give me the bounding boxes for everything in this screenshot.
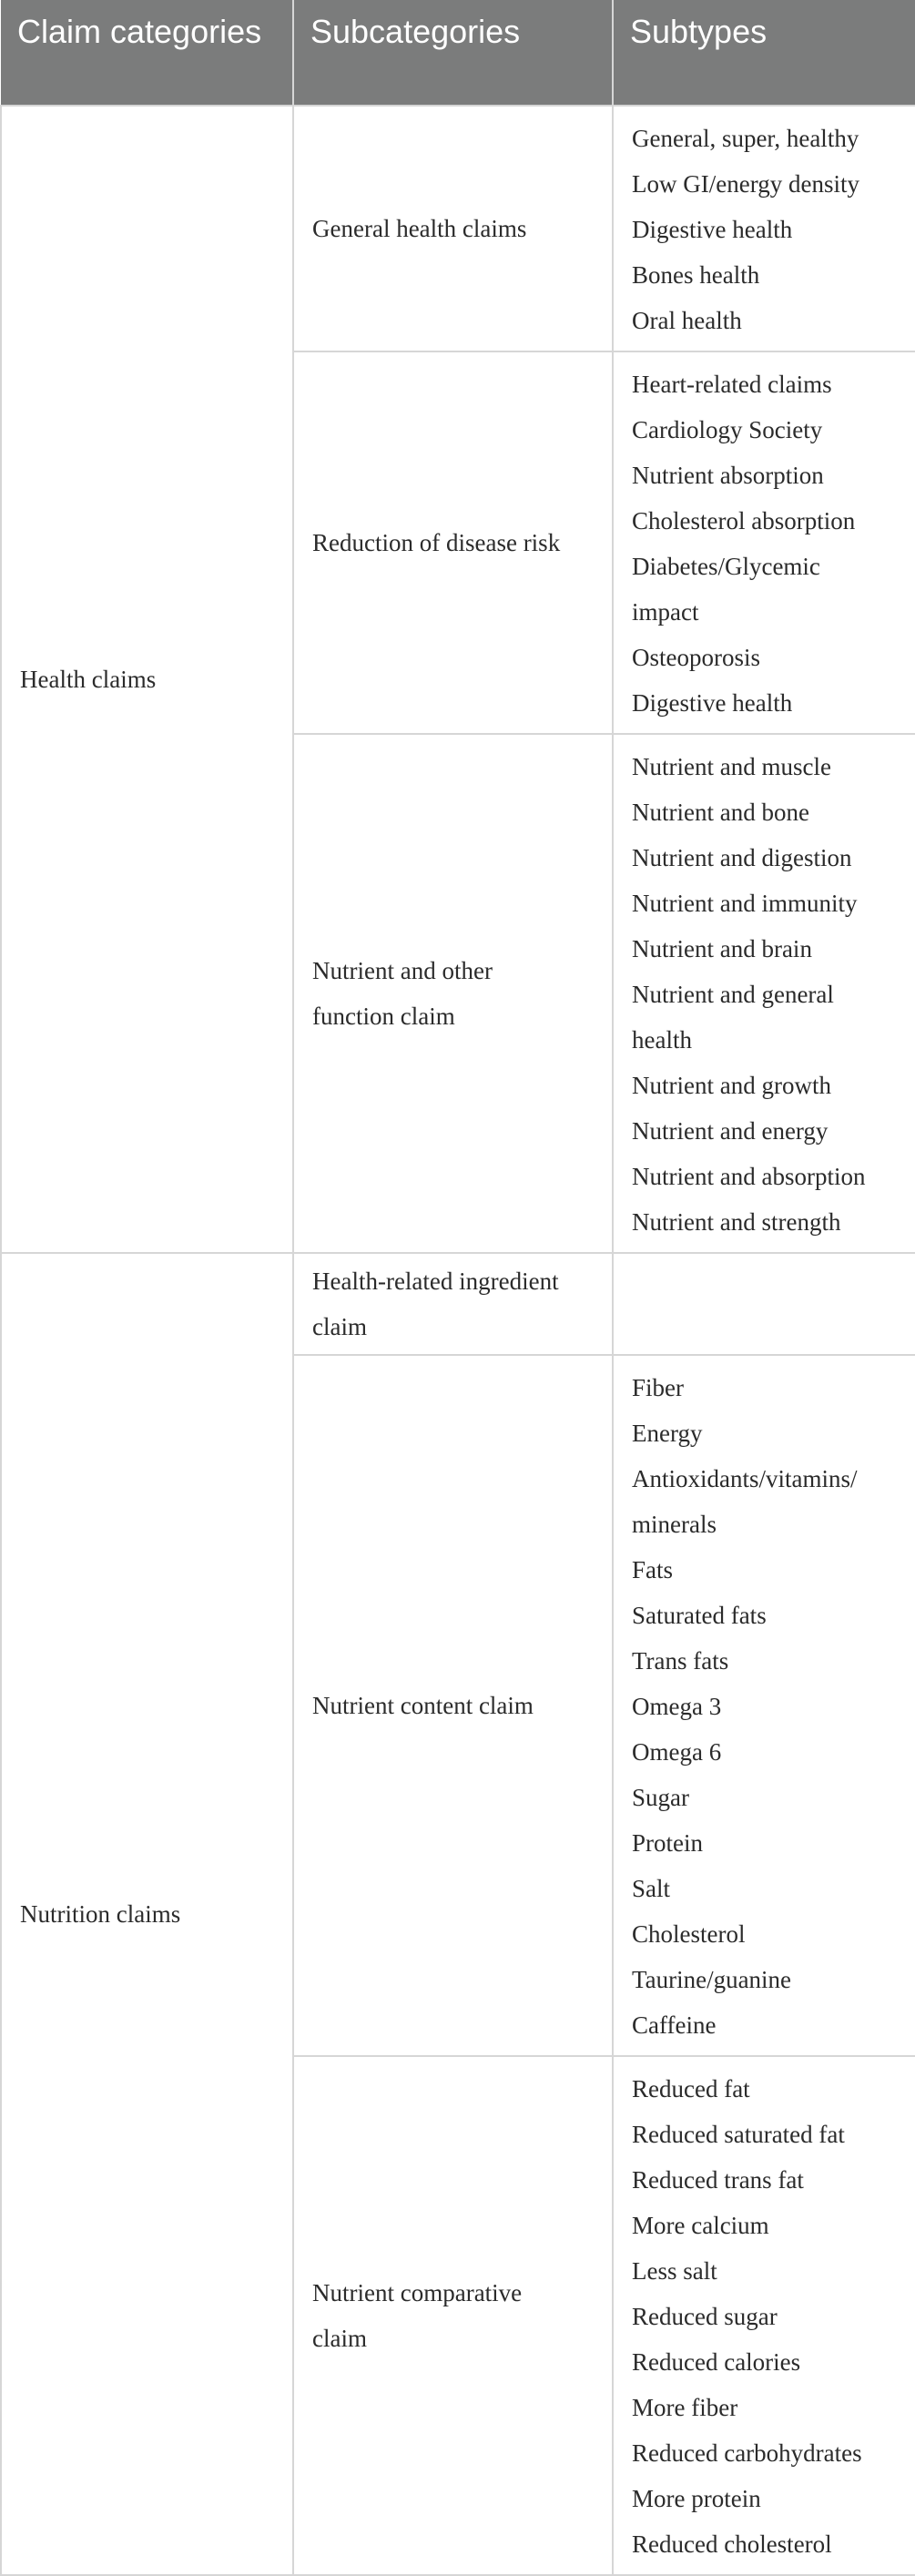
subtype-item: Trans fats [632,1647,729,1675]
subtype-item: Nutrient and bone [632,799,809,826]
subtype-item: Reduced cholesterol [632,2530,832,2558]
subtypes-nutrient-comparative [613,2056,915,2575]
subtype-item: Nutrient and general [632,981,834,1008]
subcategory-disease-risk: Reduction of disease risk [293,351,613,734]
subtype-item: More calcium [632,2212,769,2239]
header-subcategories: Subcategories [293,0,613,106]
subcategory-general-health: General health claims [293,106,613,351]
subtype-item: Nutrient and brain [632,935,812,962]
subtype-item: Fiber [632,1374,684,1401]
subcategory-label-line: Health-related ingredient [312,1268,559,1295]
header-row [1,0,915,106]
subtypes-general-health [613,106,915,351]
subtypes-disease-risk [613,351,915,734]
table-row [1,1253,915,1355]
subcategory-label-line: Nutrient and other [312,957,493,984]
subtype-item: Osteoporosis [632,644,760,671]
category-health-claims: Health claims [1,106,293,1253]
subtype-item: Reduced fat [632,2075,750,2103]
subtype-item: Reduced trans fat [632,2166,804,2194]
subtype-item: Fats [632,1556,674,1583]
subtypes-nutrient-function [613,734,915,1253]
subtype-item: Nutrient absorption [632,462,824,489]
subtype-item: Oral health [632,307,742,334]
subtype-item: Energy [632,1420,703,1447]
subcategory-label-line: function claim [312,1003,455,1030]
subtype-item: Nutrient and muscle [632,753,831,780]
subtype-item: Less salt [632,2257,717,2285]
subtype-item: Nutrient and energy [632,1117,829,1145]
header-claim-categories: Claim categories [1,0,293,106]
category-nutrition-claims: Nutrition claims [1,1253,293,2575]
subtype-item: Taurine/guanine [632,1966,792,1993]
subtype-item: Nutrient and absorption [632,1163,866,1190]
subtype-item: Nutrient and strength [632,1208,841,1236]
subcategory-label-line: claim [312,1313,367,1340]
subtype-item: Caffeine [632,2011,717,2039]
header-subtypes: Subtypes [613,0,915,106]
subcategory-nutrient-comparative [293,2056,613,2575]
subtype-item: Digestive health [632,216,793,243]
subtype-item: General, super, healthy [632,125,859,152]
subtype-item: Saturated fats [632,1602,767,1629]
subcategory-label-line: claim [312,2325,367,2352]
subtype-item: impact [632,598,699,626]
subtype-item: Protein [632,1829,703,1857]
subtype-item: Cardiology Society [632,416,823,443]
subtype-item: Cholesterol [632,1920,746,1948]
subtype-item: More fiber [632,2394,738,2421]
subtypes-nutrient-content [613,1355,915,2056]
subtype-item: Reduced saturated fat [632,2121,845,2148]
subtypes-ingredient-claim-empty [613,1253,915,1355]
subtype-item: Omega 3 [632,1693,722,1720]
subtype-item: More protein [632,2485,761,2512]
subtype-item: Reduced sugar [632,2303,778,2330]
subtype-item: Nutrient and immunity [632,890,858,917]
subtype-item: Salt [632,1875,671,1902]
subtype-item: Heart-related claims [632,371,832,398]
subcategory-label-line: Nutrient comparative [312,2279,523,2306]
subtype-item: Bones health [632,261,760,289]
subtype-item: Digestive health [632,689,793,717]
subtype-item: minerals [632,1511,717,1538]
subtype-item: Diabetes/Glycemic [632,553,820,580]
subtype-item: Cholesterol absorption [632,507,856,535]
subtype-item: Reduced calories [632,2348,801,2376]
subtype-item: Sugar [632,1784,689,1811]
subcategory-nutrient-function [293,734,613,1253]
subtype-item: health [632,1026,692,1054]
subcategory-nutrient-content: Nutrient content claim [293,1355,613,2056]
table-row [1,106,915,351]
subtype-item: Reduced carbohydrates [632,2439,862,2467]
subtype-item: Omega 6 [632,1738,722,1766]
subtype-item: Low GI/energy density [632,170,859,198]
subtype-item: Nutrient and growth [632,1072,831,1099]
subtype-item: Antioxidants/vitamins/ [632,1465,858,1492]
subcategory-ingredient-claim [293,1253,613,1355]
subtype-item: Nutrient and digestion [632,844,852,871]
